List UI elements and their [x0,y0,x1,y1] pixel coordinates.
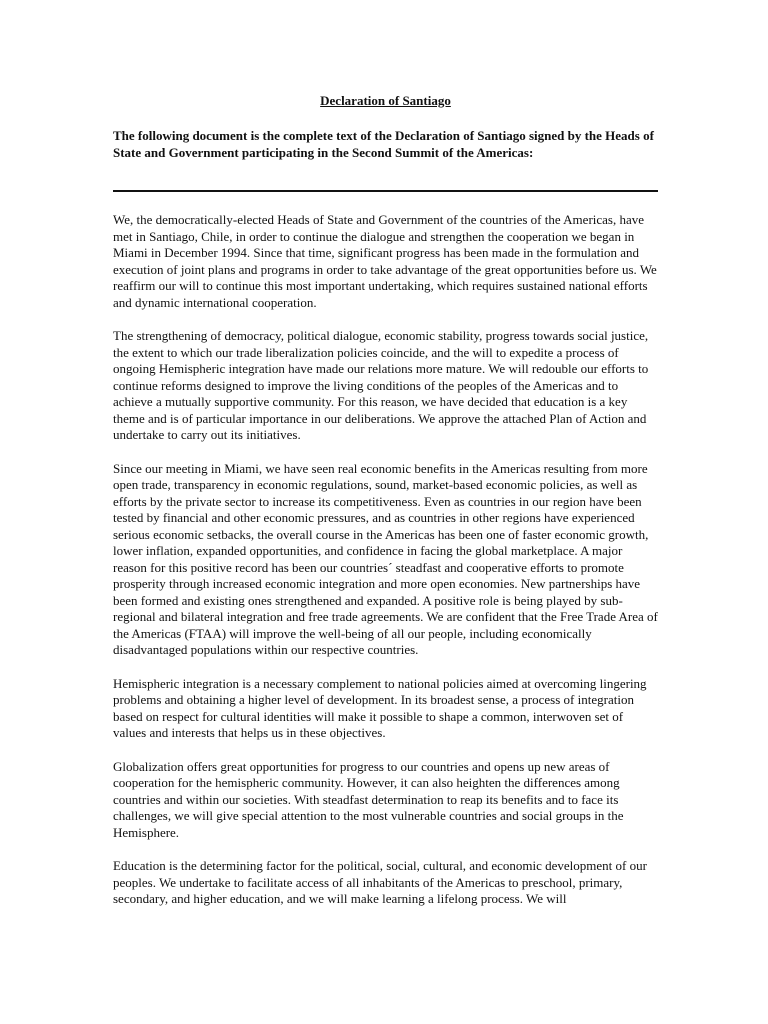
paragraph: Education is the determining factor for the political, social, cultural, and economic development of our peoples. We undertake to facilitate access of all inhabitants of the Americas to preschool, primary, secondary, and higher education, and we will make learning a lifelong process. We will [113,858,647,906]
paragraph: The strengthening of democracy, political dialogue, economic stability, progress towards social justice, the extent to which our trade liberalization policies coincide, and the will to expedite a process of ongoing Hemispheric integration have made our relations more mature. We will redouble our efforts to continue reforms designed to improve the living conditions of the peoples of the Americas and to achieve a mutually supportive community. For this reason, we have decided that education is a key theme and is of particular importance in our deliberations. We approve the attached Plan of Action and undertake to carry out its initiatives. [113,328,649,442]
paragraph: Since our meeting in Miami, we have seen real economic benefits in the Americas resulting from more open trade, transparency in economic regulations, sound, market-based economic policies, as well as efforts by the private sector to increase its competitiveness. Even as countries in our region have been tested by financial and other economic pressures, and as countries in other regions have experienced serious economic setbacks, the overall course in the Americas has been one of faster economic growth, lower inflation, expanded opportunities, and confidence in facing the global marketplace. A major reason for this positive record has been our countries´ steadfast and cooperative efforts to promote prosperity through increased economic integration and more open economies. New partnerships have been formed and existing ones strengthened and expanded. A positive role is being played by sub-regional and bilateral integration and free trade agreements. We are confident that the Free Trade Area of the Americas (FTAA) will improve the well-being of all our people, including economically disadvantaged populations within our respective countries. [113,460,658,657]
paragraph: Globalization offers great opportunities for progress to our countries and opens up new areas of cooperation for the hemispheric community. However, it can also heighten the differences among countries and within our societies. With steadfast determination to reap its benefits and to face its challenges, we will give special attention to the most vulnerable countries and social groups in the Hemisphere. [113,758,624,840]
document-page [113,92,658,925]
document-body [113,212,658,908]
document-title: Declaration of Santiago [320,93,451,108]
horizontal-divider [113,190,658,192]
document-intro: The following document is the complete text of the Declaration of Santiago signed by the Heads of State and Government participating in the Second Summit of the Americas: [113,128,654,160]
paragraph: We, the democratically-elected Heads of State and Government of the countries of the Americas, have met in Santiago, Chile, in order to continue the dialogue and strengthen the cooperation we began in Miami in December 1994. Since that time, significant progress has been made in the formulation and execution of joint plans and programs in order to take advantage of the great opportunities before us. We reaffirm our will to continue this most important undertaking, which requires sustained national efforts and dynamic international cooperation. [113,212,657,310]
paragraph: Hemispheric integration is a necessary complement to national policies aimed at overcoming lingering problems and obtaining a higher level of development. In its broadest sense, a process of integration based on respect for cultural identities will make it possible to shape a common, interwoven set of values and interests that helps us in these objectives. [113,675,647,740]
